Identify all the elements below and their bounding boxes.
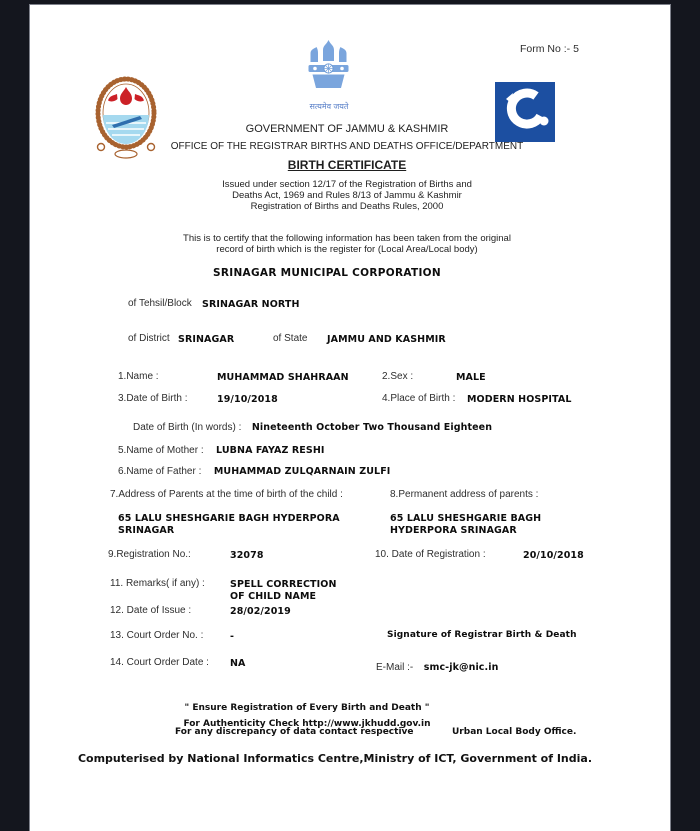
state-value: JAMMU AND KASHMIR (327, 334, 446, 345)
father-value: MUHAMMAD ZULQARNAIN ZULFI (213, 466, 391, 477)
remarks-line1: SPELL CORRECTION (230, 579, 337, 590)
national-emblem-icon (305, 38, 352, 94)
certificate-title: BIRTH CERTIFICATE (287, 158, 407, 172)
address-birth-line1: 65 LALU SHESHGARIE BAGH HYDERPORA (118, 513, 340, 524)
issued-line: Issued under section 12/17 of the Registration of Births and (222, 179, 472, 190)
court-date-label: 14. Court Order Date : (110, 657, 209, 668)
pob-value: MODERN HOSPITAL (467, 394, 572, 405)
address-perm-line1: 65 LALU SHESHGARIE BAGH (390, 513, 542, 524)
issued-line: Deaths Act, 1969 and Rules 8/13 of Jammu & Kashmir (232, 190, 462, 201)
district-label: of District (128, 333, 170, 344)
name-value: MUHAMMAD SHAHRAAN (217, 372, 349, 383)
certificate-page (30, 5, 670, 831)
address-perm-line2: HYDERPORA SRINAGAR (390, 525, 517, 536)
email-label: E-Mail :- (376, 662, 414, 673)
reg-no-value: 32078 (230, 550, 264, 561)
state-label: of State (273, 333, 308, 344)
father-label: 6.Name of Father : (118, 466, 202, 477)
issue-date-label: 12. Date of Issue : (110, 605, 192, 616)
mother-value: LUBNA FAYAZ RESHI (216, 445, 325, 456)
tehsil-value: SRINAGAR NORTH (202, 299, 300, 310)
national-motto: सत्यमेव जयते (309, 102, 349, 111)
sex-value: MALE (456, 372, 486, 383)
office-line: OFFICE OF THE REGISTRAR BIRTHS AND DEATHS OFFICE/DEPARTMENT (170, 141, 524, 152)
dob-words-row (133, 417, 492, 435)
corporation-title: SRINAGAR MUNICIPAL CORPORATION (213, 267, 441, 279)
form-number: Form No :- 5 (520, 43, 579, 55)
issued-line: Registration of Births and Deaths Rules, 2000 (250, 201, 444, 212)
court-no-label: 13. Court Order No. : (110, 630, 204, 641)
mother-label: 5.Name of Mother : (118, 445, 204, 456)
tehsil-label: of Tehsil/Block (128, 298, 192, 309)
issued-under-block (30, 179, 664, 212)
computerised-line: Computerised by National Informatics Centre,Ministry of ICT, Government of India. (77, 752, 593, 765)
certify-line: record of birth which is the register for (Local Area/Local body) (216, 244, 478, 255)
ulb-office-line: Urban Local Body Office. (452, 727, 577, 737)
registrar-signature-caption: Signature of Registrar Birth & Death (387, 630, 577, 640)
issue-date-value: 28/02/2019 (230, 606, 291, 617)
sex-label: 2.Sex : (382, 371, 414, 382)
dob-label: 3.Date of Birth : (118, 393, 188, 404)
address-perm-label: 8.Permanent address of parents : (390, 489, 539, 500)
reg-date-label: 10. Date of Registration : (375, 549, 486, 560)
address-birth-label: 7.Address of Parents at the time of birth of the child : (110, 489, 343, 500)
dob-value: 19/10/2018 (217, 394, 278, 405)
dob-words-value: Nineteenth October Two Thousand Eighteen (251, 422, 493, 433)
pob-label: 4.Place of Birth : (382, 393, 456, 404)
court-date-value: NA (230, 658, 246, 669)
father-row (118, 461, 390, 479)
remarks-label: 11. Remarks( if any) : (110, 578, 205, 589)
ensure-line: " Ensure Registration of Every Birth and Death " (184, 703, 430, 713)
authenticity-line: For Authenticity Check http://www.jkhudd.gov.in (183, 719, 431, 729)
district-value: SRINAGAR (178, 334, 235, 345)
court-no-value: - (230, 631, 235, 642)
mother-row (118, 440, 325, 458)
reg-date-value: 20/10/2018 (523, 550, 584, 561)
government-line: GOVERNMENT OF JAMMU & KASHMIR (245, 123, 449, 135)
reg-no-label: 9.Registration No.: (108, 549, 191, 560)
email-row (376, 657, 498, 675)
name-label: 1.Name : (118, 371, 159, 382)
remarks-line2: OF CHILD NAME (230, 591, 317, 602)
email-value: smc-jk@nic.in (423, 662, 499, 673)
certify-block (30, 233, 664, 255)
discrepancy-line: For any discrepancy of data contact respective (175, 727, 414, 737)
certify-line: This is to certify that the following information has been taken from the original (183, 233, 511, 244)
dob-words-label: Date of Birth (In words) : (133, 422, 242, 433)
address-birth-line2: SRINAGAR (118, 525, 175, 536)
